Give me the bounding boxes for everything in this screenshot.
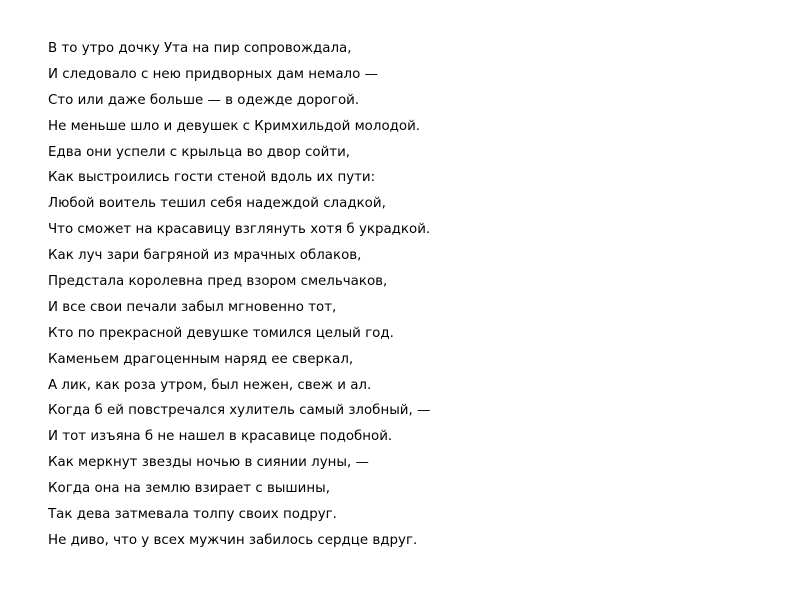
poem-line: Кто по прекрасной девушке томился целый год. (48, 325, 394, 341)
poem-line: Как луч зари багряной из мрачных облаков, (48, 248, 362, 264)
poem-line: Предстала королевна пред взором смельчаков, (48, 274, 388, 290)
poem-line: Любой воитель тешил себя надеждой сладкой, (48, 196, 386, 212)
poem-line: Сто или даже больше — в одежде дорогой. (48, 92, 360, 108)
poem-line: Так дева затмевала толпу своих подруг. (48, 507, 337, 523)
poem-line: И следовало с нею придворных дам немало — (48, 66, 378, 82)
poem-line: Как выстроились гости стеной вдоль их пути: (48, 170, 376, 186)
poem-line: Не диво, что у всех мужчин забилось сердце вдруг. (48, 532, 418, 548)
poem-line: Что сможет на красавицу взглянуть хотя б украдкой. (48, 222, 431, 238)
poem-line: Как меркнут звезды ночью в сиянии луны, — (48, 455, 369, 471)
poem-line: А лик, как роза утром, был нежен, свеж и ал. (48, 377, 372, 393)
poem-line: Когда б ей повстречался хулитель самый злобный, — (48, 403, 431, 419)
poem-line: Едва они успели с крыльца во двор сойти, (48, 144, 351, 160)
poem-line: Каменьем драгоценным наряд ее сверкал, (48, 351, 354, 367)
poem-line: И все свои печали забыл мгновенно тот, (48, 299, 337, 315)
poem-line: Не меньше шло и девушек с Кримхильдой молодой. (48, 118, 421, 134)
poem-line: Когда она на землю взирает с вышины, (48, 481, 330, 497)
poem-line: И тот изъяна б не нашел в красавице подобной. (48, 429, 393, 445)
poem-text (48, 36, 430, 554)
poem-line: В то утро дочку Ута на пир сопровождала, (48, 41, 352, 56)
